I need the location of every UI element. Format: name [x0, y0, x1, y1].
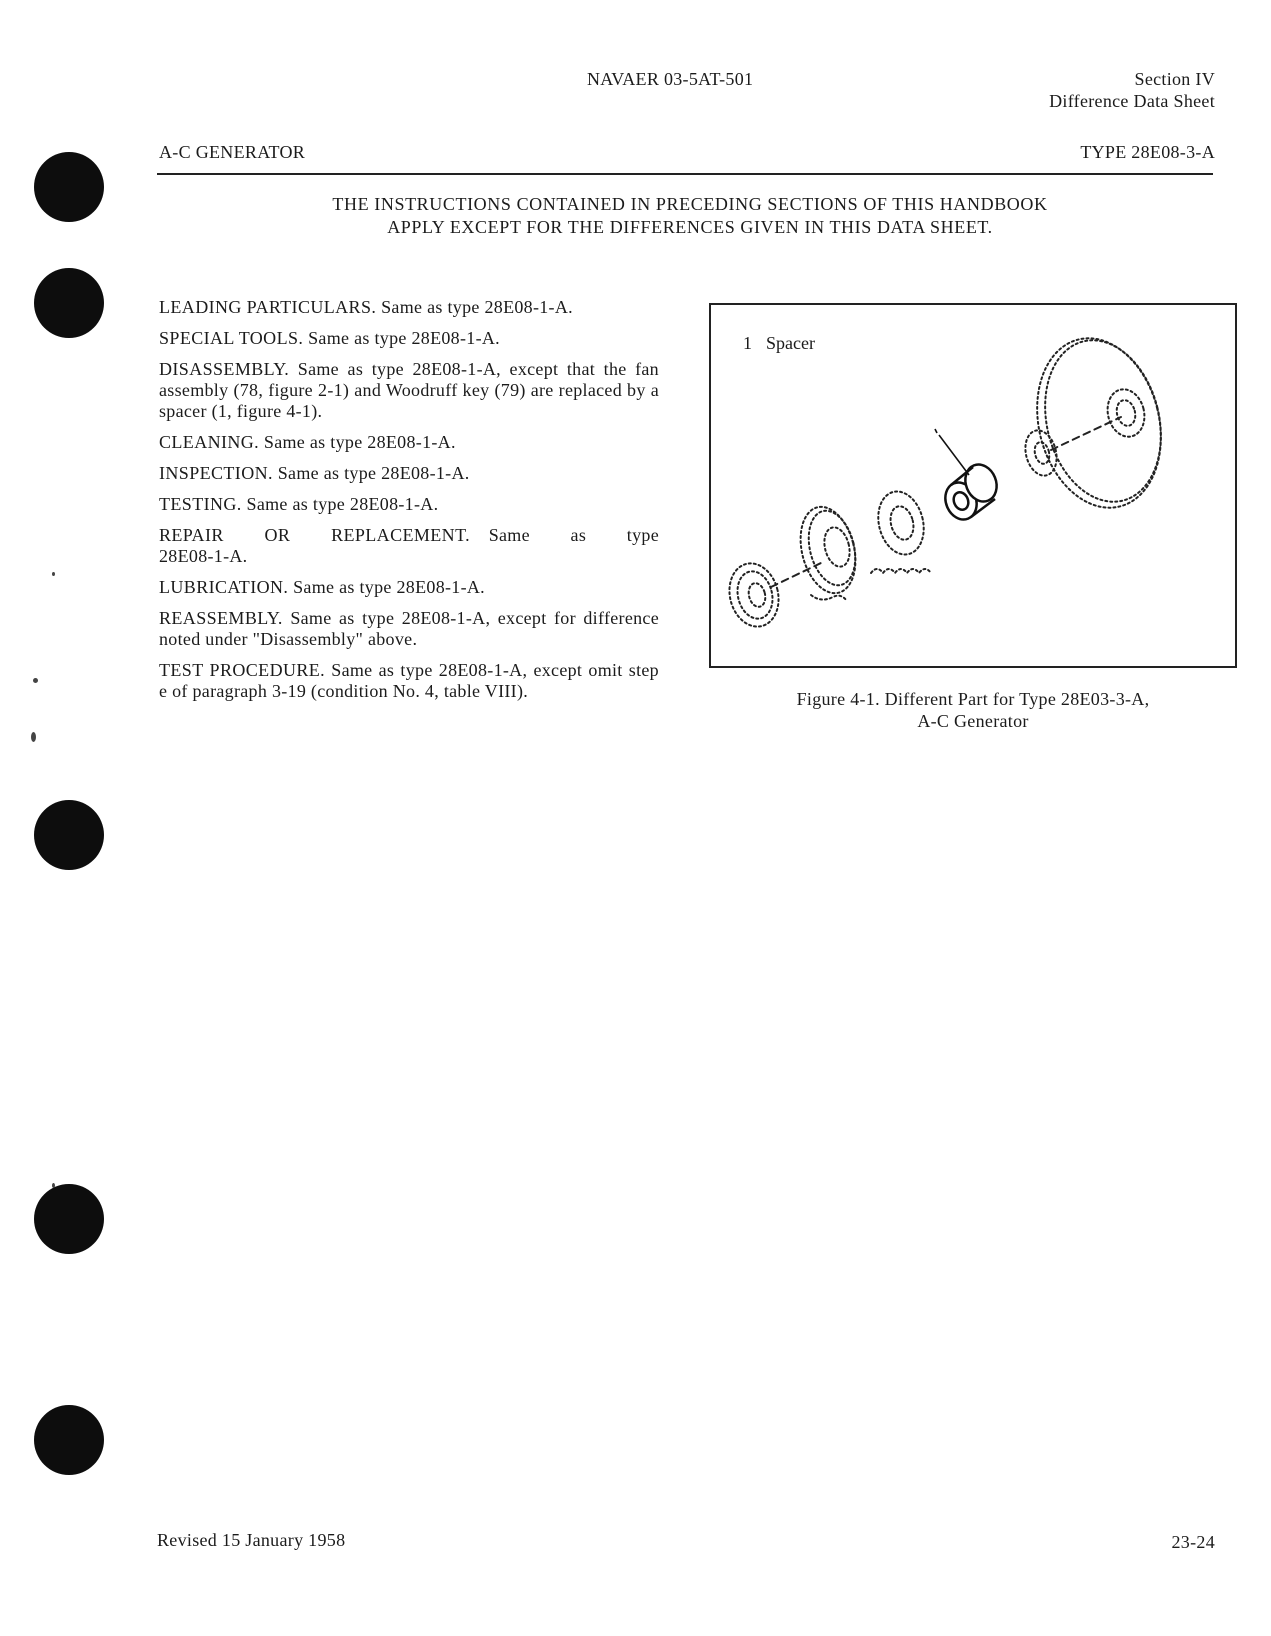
scan-speck — [52, 1183, 55, 1188]
legend-text: Spacer — [766, 333, 815, 353]
large-disc-rim — [1029, 328, 1177, 514]
bearing-outer — [792, 501, 864, 599]
paragraph-inspection: INSPECTION. Same as type 28E08-1-A. — [159, 463, 470, 483]
scan-speck — [31, 732, 36, 742]
exploded-parts-illustration — [711, 305, 1235, 666]
binder-hole-1 — [34, 152, 104, 222]
caption-line-1: Figure 4-1. Different Part for Type 28E03-3-A, — [796, 689, 1150, 709]
ring-middle-bore — [887, 504, 917, 542]
paragraph-testing: TESTING. Same as type 28E08-1-A. — [159, 494, 439, 514]
paragraph-reassembly: REASSEMBLY. Same as type 28E08-1-A, except for difference noted under "Disassembly" above. — [159, 608, 659, 649]
washer-small-bore — [1033, 441, 1052, 466]
component-title: A-C GENERATOR — [159, 142, 306, 162]
paragraph-special-tools: SPECIAL TOOLS. Same as type 28E08-1-A. — [159, 328, 500, 348]
binder-hole-2 — [34, 268, 104, 338]
paragraph-lubrication: LUBRICATION. Same as type 28E08-1-A. — [159, 577, 485, 597]
scan-speck — [52, 572, 55, 576]
section-number: Section IV — [1134, 69, 1215, 89]
binder-hole-4 — [34, 1184, 104, 1254]
large-disc-outer — [1020, 325, 1178, 521]
paragraph-repair-or-replacement: REPAIR OR REPLACEMENT. Same as type 28E08-1-A. — [159, 525, 659, 566]
callout-tick — [935, 429, 937, 433]
revision-date: Revised 15 January 1958 — [157, 1530, 346, 1550]
paragraph-leading-particulars: LEADING PARTICULARS. Same as type 28E08-1-A. — [159, 297, 573, 317]
end-bearing-outer — [723, 558, 785, 632]
applicability-notice — [260, 193, 1120, 239]
header-rule — [157, 173, 1213, 175]
caption-line-2: A-C Generator — [917, 711, 1029, 731]
large-disc-bore — [1114, 398, 1138, 428]
spacer-part — [940, 460, 1002, 524]
section-title: Difference Data Sheet — [1049, 91, 1215, 111]
ring-middle — [872, 487, 930, 560]
end-bearing-inner — [746, 581, 767, 608]
figure-caption — [709, 688, 1237, 732]
binder-hole-5 — [34, 1405, 104, 1475]
notice-line-1: THE INSTRUCTIONS CONTAINED IN PRECEDING SECTIONS OF THIS HANDBOOK — [332, 194, 1048, 214]
notice-line-2: APPLY EXCEPT FOR THE DIFFERENCES GIVEN IN THIS DATA SHEET. — [387, 217, 993, 237]
axis-line — [1051, 417, 1121, 450]
paragraph-cleaning: CLEANING. Same as type 28E08-1-A. — [159, 432, 456, 452]
paragraph-disassembly: DISASSEMBLY. Same as type 28E08-1-A, except that the fan assembly (78, figure 2-1) and Woodruff key (79) are replaced by a spacer (1, figure 4-1). — [159, 359, 659, 421]
scan-speck — [33, 678, 38, 683]
spring-coil — [871, 569, 931, 573]
component-type: TYPE 28E08-3-A — [1080, 142, 1215, 162]
paragraph-test-procedure: TEST PROCEDURE. Same as type 28E08-1-A, except omit step e of paragraph 3-19 (condition No. 4, table VIII). — [159, 660, 659, 701]
page-number: 23-24 — [1171, 1532, 1215, 1552]
legend-number: 1 — [743, 333, 752, 353]
callout-leader — [939, 435, 969, 475]
document-number: NAVAER 03-5AT-501 — [587, 69, 754, 89]
figure-4-1-frame — [709, 303, 1237, 668]
axis-line-left — [771, 563, 821, 587]
binder-hole-3 — [34, 800, 104, 870]
difference-paragraphs — [159, 297, 659, 712]
large-disc-hub — [1103, 385, 1150, 440]
bearing-clip — [811, 595, 847, 601]
